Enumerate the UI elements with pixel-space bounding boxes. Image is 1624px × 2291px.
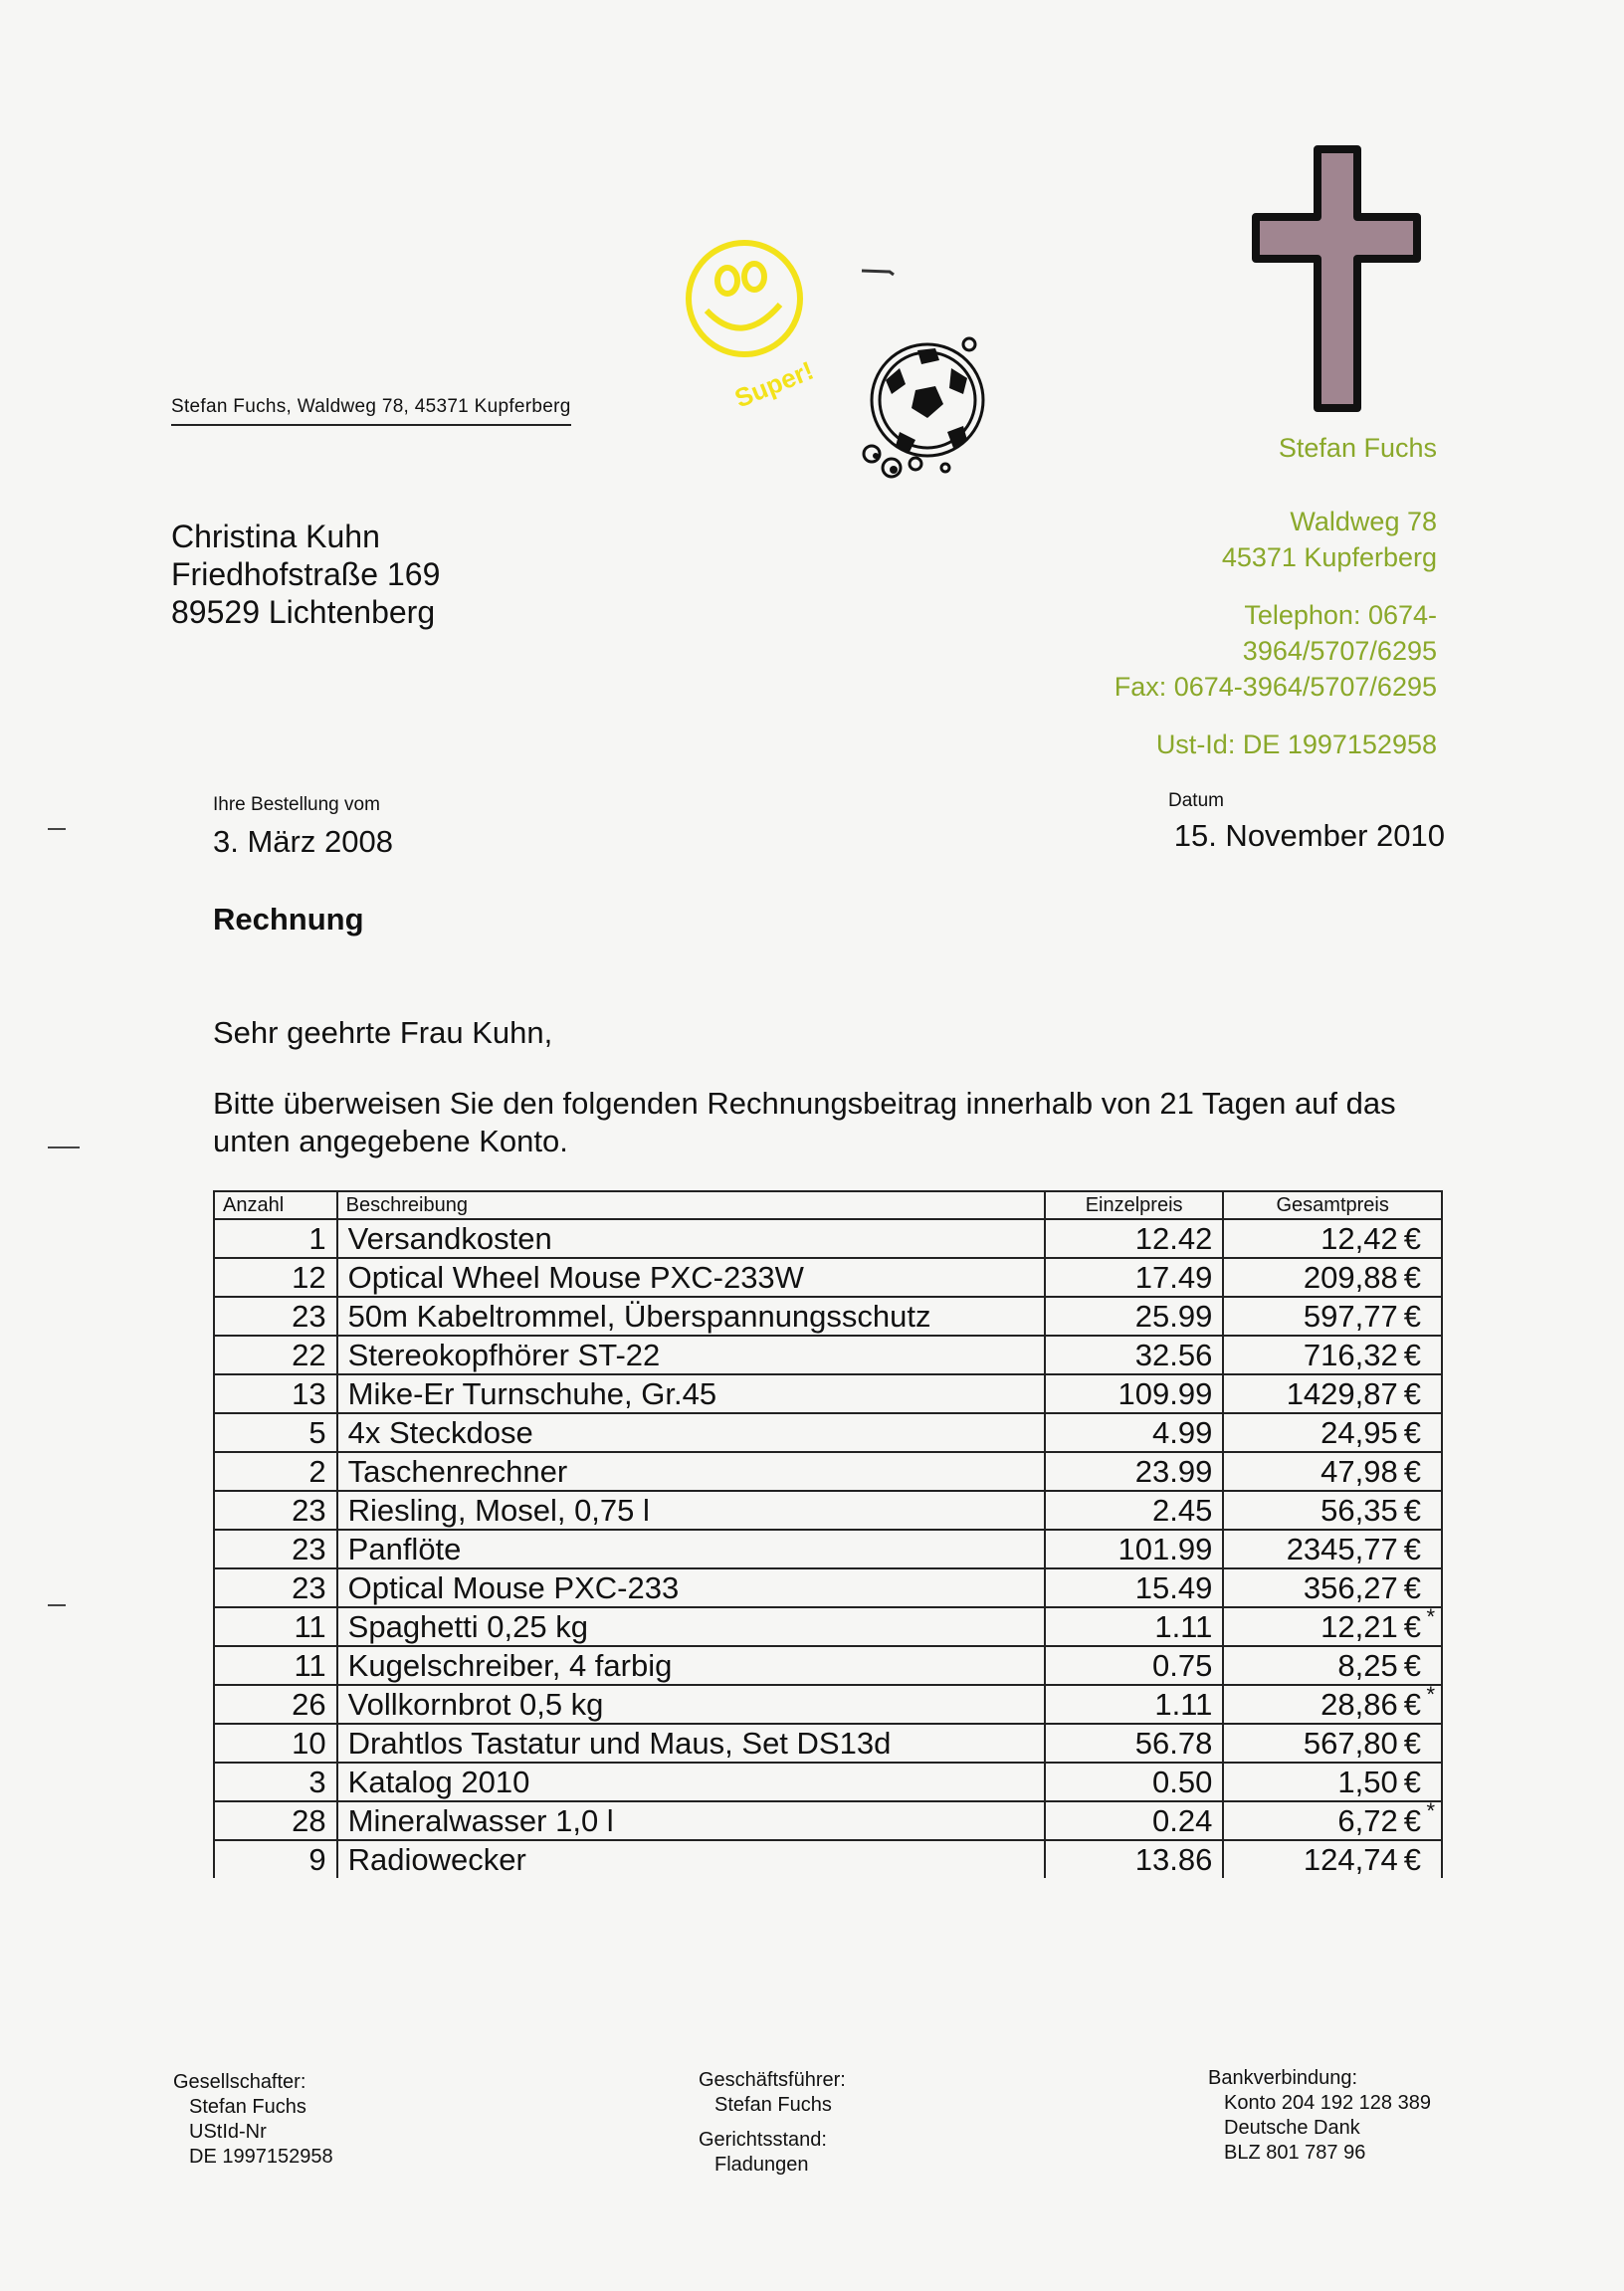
row-total-cell xyxy=(1223,1258,1442,1297)
table-body xyxy=(214,1219,1442,1878)
row-total-cell xyxy=(1223,1840,1442,1878)
header-description: Beschreibung xyxy=(337,1191,1045,1219)
table-row xyxy=(214,1219,1442,1258)
row-total-price: 716,32 xyxy=(1303,1338,1398,1372)
row-currency: € xyxy=(1403,1570,1421,1605)
row-unit-price: 32.56 xyxy=(1045,1336,1224,1374)
footer-director-label: Geschäftsführer: xyxy=(699,2069,846,2091)
table-row xyxy=(214,1336,1442,1374)
smiley-stamp-icon xyxy=(673,231,842,420)
row-unit-price: 15.49 xyxy=(1045,1568,1224,1607)
footer-bank xyxy=(1208,2066,1431,2166)
row-total-price: 12,21 xyxy=(1320,1609,1398,1644)
row-total-cell xyxy=(1223,1491,1442,1530)
row-unit-price: 1.11 xyxy=(1045,1607,1224,1646)
sender-block xyxy=(1115,430,1437,762)
footer-bank-code: BLZ 801 787 96 xyxy=(1224,2142,1366,2164)
row-unit-price: 4.99 xyxy=(1045,1413,1224,1452)
row-total-cell xyxy=(1223,1763,1442,1801)
header-total-price: Gesamtpreis xyxy=(1223,1191,1442,1219)
row-unit-price: 1.11 xyxy=(1045,1685,1224,1724)
row-qty: 1 xyxy=(214,1219,337,1258)
table-row xyxy=(214,1685,1442,1724)
row-description: Drahtlos Tastatur und Maus, Set DS13d xyxy=(337,1724,1045,1763)
order-date-label: Ihre Bestellung vom xyxy=(213,794,380,815)
row-description: Kugelschreiber, 4 farbig xyxy=(337,1646,1045,1685)
row-currency: € xyxy=(1403,1765,1421,1799)
footer-bank-label: Bankverbindung: xyxy=(1208,2067,1358,2089)
soccer-ball-stamp-icon xyxy=(856,328,995,488)
row-description: Vollkornbrot 0,5 kg xyxy=(337,1685,1045,1724)
row-total-price: 124,74 xyxy=(1303,1842,1398,1877)
footer-court-label: Gerichtsstand: xyxy=(699,2129,827,2151)
recipient-name: Christina Kuhn xyxy=(171,519,380,554)
sender-fax: Fax: 0674-3964/5707/6295 xyxy=(1114,672,1437,702)
row-total-price: 356,27 xyxy=(1303,1570,1398,1605)
row-total-cell xyxy=(1223,1682,1442,1724)
row-currency: € xyxy=(1403,1687,1421,1722)
row-description: 50m Kabeltrommel, Überspannungsschutz xyxy=(337,1297,1045,1336)
row-qty: 26 xyxy=(214,1685,337,1724)
row-description: Versandkosten xyxy=(337,1219,1045,1258)
table-row xyxy=(214,1840,1442,1878)
recipient-address xyxy=(171,518,440,631)
row-total-price: 597,77 xyxy=(1303,1299,1398,1334)
row-total-price: 6,72 xyxy=(1337,1803,1398,1838)
invoice-date-label: Datum xyxy=(1168,790,1224,811)
table-header-row xyxy=(214,1191,1442,1219)
invoice-date: 15. November 2010 xyxy=(1173,818,1445,853)
footer-partners-label: Gesellschafter: xyxy=(173,2071,306,2093)
row-total-cell xyxy=(1223,1336,1442,1374)
footer-partners xyxy=(173,2070,333,2170)
row-total-cell xyxy=(1223,1604,1442,1646)
document-heading: Rechnung xyxy=(213,902,364,937)
row-qty: 2 xyxy=(214,1452,337,1491)
row-total-price: 28,86 xyxy=(1320,1687,1398,1722)
row-currency: € xyxy=(1403,1493,1421,1528)
row-total-cell xyxy=(1223,1798,1442,1840)
table-row xyxy=(214,1607,1442,1646)
row-currency: € xyxy=(1403,1842,1421,1877)
row-total-price: 56,35 xyxy=(1320,1493,1398,1528)
table-row xyxy=(214,1374,1442,1413)
row-qty: 22 xyxy=(214,1336,337,1374)
table-row xyxy=(214,1413,1442,1452)
table-row xyxy=(214,1724,1442,1763)
row-description: Optical Wheel Mouse PXC-233W xyxy=(337,1258,1045,1297)
return-address: Stefan Fuchs, Waldweg 78, 45371 Kupferberg xyxy=(171,396,571,426)
row-description: Riesling, Mosel, 0,75 l xyxy=(337,1491,1045,1530)
sender-vat: Ust-Id: DE 1997152958 xyxy=(1155,729,1437,759)
row-footnote-mark: * xyxy=(1426,1604,1435,1629)
punch-mark xyxy=(48,1146,80,1148)
salutation: Sehr geehrte Frau Kuhn, xyxy=(213,1015,553,1050)
row-total-cell xyxy=(1223,1646,1442,1685)
row-unit-price: 0.24 xyxy=(1045,1801,1224,1840)
footer-vat-value: DE 1997152958 xyxy=(189,2146,333,2168)
row-unit-price: 12.42 xyxy=(1045,1219,1224,1258)
row-total-cell xyxy=(1223,1452,1442,1491)
footer-bank-name: Deutsche Dank xyxy=(1224,2117,1360,2139)
table-row xyxy=(214,1763,1442,1801)
row-total-price: 1,50 xyxy=(1337,1765,1398,1799)
footer-partners-name: Stefan Fuchs xyxy=(189,2096,306,2118)
row-description: 4x Steckdose xyxy=(337,1413,1045,1452)
table-row xyxy=(214,1258,1442,1297)
fold-mark xyxy=(48,828,66,830)
row-currency: € xyxy=(1403,1260,1421,1295)
footer-court-value: Fladungen xyxy=(714,2154,809,2176)
row-total-price: 567,80 xyxy=(1303,1726,1398,1761)
row-currency: € xyxy=(1403,1532,1421,1566)
row-total-cell xyxy=(1223,1297,1442,1336)
row-qty: 23 xyxy=(214,1530,337,1568)
fold-mark xyxy=(48,1604,66,1606)
row-currency: € xyxy=(1403,1648,1421,1683)
row-total-cell xyxy=(1223,1413,1442,1452)
row-description: Optical Mouse PXC-233 xyxy=(337,1568,1045,1607)
row-qty: 10 xyxy=(214,1724,337,1763)
sender-phone-line2: 3964/5707/6295 xyxy=(1242,636,1437,666)
order-date: 3. März 2008 xyxy=(213,824,393,859)
smiley-stamp-text: Super! xyxy=(730,354,818,414)
row-unit-price: 101.99 xyxy=(1045,1530,1224,1568)
row-total-cell xyxy=(1223,1219,1442,1258)
row-qty: 11 xyxy=(214,1607,337,1646)
row-description: Mike-Er Turnschuhe, Gr.45 xyxy=(337,1374,1045,1413)
footer-director-name: Stefan Fuchs xyxy=(714,2094,832,2116)
sender-phone-line1: Telephon: 0674- xyxy=(1244,600,1437,630)
row-currency: € xyxy=(1403,1454,1421,1489)
row-unit-price: 13.86 xyxy=(1045,1840,1224,1878)
row-total-cell xyxy=(1223,1724,1442,1763)
header-unit-price: Einzelpreis xyxy=(1045,1191,1224,1219)
row-qty: 28 xyxy=(214,1801,337,1840)
row-qty: 23 xyxy=(214,1297,337,1336)
row-unit-price: 0.75 xyxy=(1045,1646,1224,1685)
row-qty: 9 xyxy=(214,1840,337,1878)
row-total-price: 24,95 xyxy=(1320,1415,1398,1450)
row-currency: € xyxy=(1403,1338,1421,1372)
row-currency: € xyxy=(1403,1415,1421,1450)
row-total-cell xyxy=(1223,1374,1442,1413)
row-currency: € xyxy=(1403,1376,1421,1411)
table-row xyxy=(214,1297,1442,1336)
row-footnote-mark: * xyxy=(1426,1798,1435,1823)
row-qty: 23 xyxy=(214,1568,337,1607)
table-row xyxy=(214,1801,1442,1840)
table-row xyxy=(214,1491,1442,1530)
table-row xyxy=(214,1452,1442,1491)
row-unit-price: 25.99 xyxy=(1045,1297,1224,1336)
cross-stamp-icon xyxy=(1246,143,1427,422)
row-qty: 11 xyxy=(214,1646,337,1685)
recipient-street: Friedhofstraße 169 xyxy=(171,556,441,592)
row-currency: € xyxy=(1403,1803,1421,1838)
row-currency: € xyxy=(1403,1299,1421,1334)
header-qty: Anzahl xyxy=(214,1191,337,1219)
row-total-price: 1429,87 xyxy=(1286,1376,1398,1411)
row-unit-price: 0.50 xyxy=(1045,1763,1224,1801)
footer-director xyxy=(699,2068,846,2178)
row-description: Katalog 2010 xyxy=(337,1763,1045,1801)
row-unit-price: 109.99 xyxy=(1045,1374,1224,1413)
row-qty: 5 xyxy=(214,1413,337,1452)
row-qty: 3 xyxy=(214,1763,337,1801)
row-description: Mineralwasser 1,0 l xyxy=(337,1801,1045,1840)
footer-bank-account: Konto 204 192 128 389 xyxy=(1224,2092,1431,2114)
row-currency: € xyxy=(1403,1726,1421,1761)
row-description: Spaghetti 0,25 kg xyxy=(337,1607,1045,1646)
row-qty: 13 xyxy=(214,1374,337,1413)
row-currency: € xyxy=(1403,1609,1421,1644)
invoice-items-table xyxy=(213,1190,1443,1878)
sender-street: Waldweg 78 xyxy=(1290,507,1437,536)
row-description: Panflöte xyxy=(337,1530,1045,1568)
footer-vat-label: UStId-Nr xyxy=(189,2121,267,2143)
table-row xyxy=(214,1568,1442,1607)
sender-city: 45371 Kupferberg xyxy=(1221,542,1437,572)
table-row xyxy=(214,1530,1442,1568)
body-text: Bitte überweisen Sie den folgenden Rechnungsbeitrag innerhalb von 21 Tagen auf das unten angegebene Konto. xyxy=(213,1086,1396,1158)
row-total-cell xyxy=(1223,1530,1442,1568)
row-unit-price: 17.49 xyxy=(1045,1258,1224,1297)
row-total-price: 2345,77 xyxy=(1286,1532,1398,1566)
row-description: Radiowecker xyxy=(337,1840,1045,1878)
row-total-price: 209,88 xyxy=(1303,1260,1398,1295)
row-unit-price: 23.99 xyxy=(1045,1452,1224,1491)
ink-mark-icon xyxy=(860,267,900,277)
row-qty: 12 xyxy=(214,1258,337,1297)
row-unit-price: 2.45 xyxy=(1045,1491,1224,1530)
row-total-price: 47,98 xyxy=(1320,1454,1398,1489)
row-footnote-mark: * xyxy=(1426,1682,1435,1707)
row-total-cell xyxy=(1223,1568,1442,1607)
table-row xyxy=(214,1646,1442,1685)
row-description: Stereokopfhörer ST-22 xyxy=(337,1336,1045,1374)
row-description: Taschenrechner xyxy=(337,1452,1045,1491)
sender-name: Stefan Fuchs xyxy=(1278,433,1437,463)
row-qty: 23 xyxy=(214,1491,337,1530)
row-unit-price: 56.78 xyxy=(1045,1724,1224,1763)
recipient-city: 89529 Lichtenberg xyxy=(171,594,436,630)
row-currency: € xyxy=(1403,1221,1421,1256)
row-total-price: 12,42 xyxy=(1320,1221,1398,1256)
row-total-price: 8,25 xyxy=(1337,1648,1398,1683)
